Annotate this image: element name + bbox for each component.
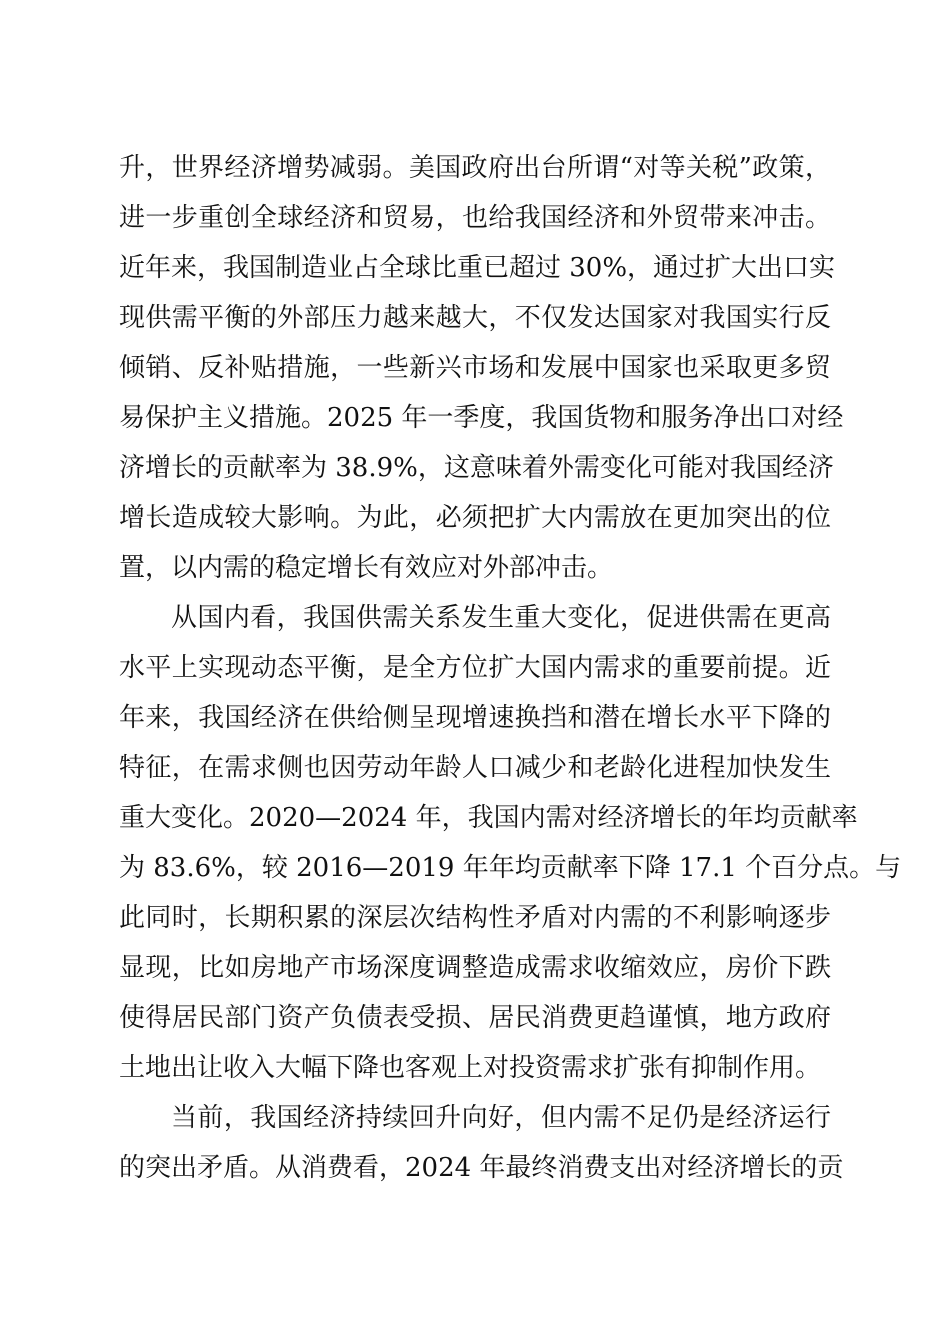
text-line: 水平上实现动态平衡，是全方位扩大国内需求的重要前提。近 bbox=[119, 653, 831, 683]
text-line: 重大变化。2020—2024 年，我国内需对经济增长的年均贡献率 bbox=[119, 803, 858, 833]
text-line: 易保护主义措施。2025 年一季度，我国货物和服务净出口对经 bbox=[119, 403, 844, 433]
text-line: 升，世界经济增势减弱。美国政府出台所谓“对等关税”政策， bbox=[119, 153, 831, 183]
text-line: 为 83.6%，较 2016—2019 年年均贡献率下降 17.1 个百分点。与 bbox=[119, 853, 902, 883]
text-line: 的突出矛盾。从消费看，2024 年最终消费支出对经济增长的贡 bbox=[119, 1153, 844, 1183]
text-line: 当前，我国经济持续回升向好，但内需不足仍是经济运行 bbox=[171, 1103, 831, 1133]
text-line: 此同时，长期积累的深层次结构性矛盾对内需的不利影响逐步 bbox=[119, 903, 831, 933]
text-line: 土地出让收入大幅下降也客观上对投资需求扩张有抑制作用。 bbox=[119, 1053, 822, 1083]
text-line: 年来，我国经济在供给侧呈现增速换挡和潜在增长水平下降的 bbox=[119, 703, 831, 733]
text-line: 现供需平衡的外部压力越来越大，不仅发达国家对我国实行反 bbox=[119, 303, 831, 333]
text-line: 近年来，我国制造业占全球比重已超过 30%，通过扩大出口实 bbox=[119, 253, 836, 283]
text-line: 进一步重创全球经济和贸易，也给我国经济和外贸带来冲击。 bbox=[119, 203, 831, 233]
text-line: 置，以内需的稳定增长有效应对外部冲击。 bbox=[119, 553, 614, 583]
text-line: 使得居民部门资产负债表受损、居民消费更趋谨慎，地方政府 bbox=[119, 1003, 831, 1033]
text-line: 显现，比如房地产市场深度调整造成需求收缩效应，房价下跌 bbox=[119, 953, 831, 983]
text-line: 特征，在需求侧也因劳动年龄人口减少和老龄化进程加快发生 bbox=[119, 753, 831, 783]
text-line: 倾销、反补贴措施，一些新兴市场和发展中国家也采取更多贸 bbox=[119, 353, 831, 383]
text-line: 济增长的贡献率为 38.9%，这意味着外需变化可能对我国经济 bbox=[119, 453, 834, 483]
text-line: 增长造成较大影响。为此，必须把扩大内需放在更加突出的位 bbox=[119, 503, 831, 533]
text-line: 从国内看，我国供需关系发生重大变化，促进供需在更高 bbox=[171, 603, 831, 633]
